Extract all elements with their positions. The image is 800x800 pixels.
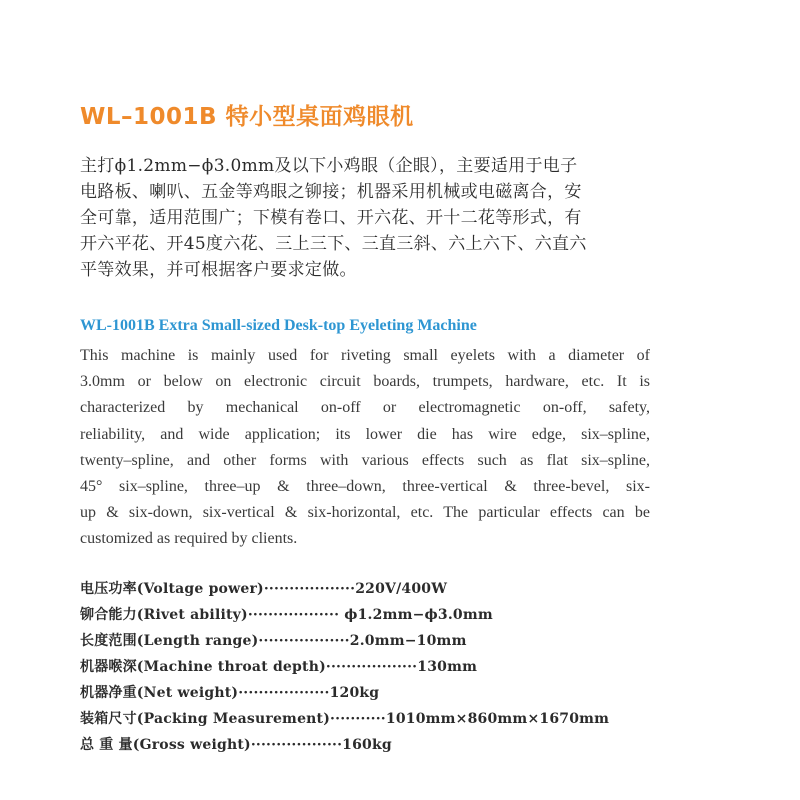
spec-label: 装箱尺寸(Packing Measurement)	[80, 711, 331, 727]
spec-row-net-weight	[80, 680, 680, 706]
spec-value: ϕ1.2mm−ϕ3.0mm	[344, 607, 493, 623]
cn-description-line: 全可靠，适用范围广；下模有卷口、开六花、开十二花等形式，有	[80, 208, 582, 228]
english-description	[80, 343, 650, 553]
cn-description-line: 开六平花、开45度六花、三上三下、三直三斜、六上六下、六直六	[80, 234, 587, 254]
en-description-line: 45° six–spline, three–up & three–down, three-vertical & three-bevel, six-	[80, 478, 650, 496]
en-description-line: twenty–spline, and other forms with various effects such as flat six–spline,	[80, 451, 650, 469]
cn-description-line: 主打ϕ1.2mm−ϕ3.0mm及以下小鸡眼（企眼），主要适用于电子	[80, 156, 578, 176]
page-title: WL–1001B 特小型桌面鸡眼机	[80, 104, 414, 130]
spec-leader-dots: ··················	[263, 581, 356, 597]
spec-row-throat-depth	[80, 654, 680, 680]
spec-label: 总 重 量(Gross weight)	[80, 737, 251, 753]
spec-leader-dots: ··················	[258, 633, 350, 649]
spec-value: 160kg	[342, 737, 392, 753]
en-description-line: This machine is mainly used for riveting small eyelets with a diameter of	[80, 347, 650, 364]
spec-row-voltage-power	[80, 576, 680, 602]
spec-row-length-range	[80, 628, 680, 654]
spec-label: 铆合能力(Rivet ability)	[80, 607, 248, 623]
spec-value: 120kg	[329, 685, 380, 701]
english-title: WL-1001B Extra Small-sized Desk-top Eyeleting Machine	[80, 317, 477, 334]
spec-value: 1010mm×860mm×1670mm	[385, 711, 610, 727]
spec-value: 2.0mm−10mm	[349, 633, 467, 649]
spec-leader-dots: ··················	[247, 607, 345, 623]
cn-description-line: 电路板、喇叭、五金等鸡眼之铆接；机器采用机械或电磁离合，安	[80, 182, 582, 202]
spec-value: 220V/400W	[355, 581, 448, 597]
chinese-description	[80, 153, 670, 283]
en-description-line: 3.0mm or below on electronic circuit boards, trumpets, hardware, etc. It is	[80, 373, 650, 391]
spec-row-rivet-ability	[80, 602, 680, 628]
en-description-line: reliability, and wide application; its lower die has wire edge, six–spline,	[80, 425, 650, 443]
en-description-line: up & six-down, six-vertical & six-horizontal, etc. The particular effects can be	[80, 504, 650, 522]
spec-label: 电压功率(Voltage power)	[80, 581, 264, 597]
en-description-line: characterized by mechanical on-off or electromagnetic on-off, safety,	[80, 399, 650, 417]
spec-leader-dots: ··················	[325, 659, 418, 675]
spec-row-gross-weight	[80, 732, 680, 758]
specifications-list	[80, 576, 680, 758]
spec-leader-dots: ··················	[250, 737, 343, 753]
cn-description-line: 平等效果，并可根据客户要求定做。	[80, 260, 357, 280]
en-description-line: customized as required by clients.	[80, 530, 298, 548]
spec-label: 长度范围(Length range)	[80, 633, 259, 649]
spec-leader-dots: ··················	[238, 685, 330, 701]
spec-label: 机器喉深(Machine throat depth)	[80, 659, 326, 675]
spec-row-packing-measurement	[80, 706, 680, 732]
spec-value: 130mm	[417, 659, 478, 675]
spec-label: 机器净重(Net weight)	[80, 685, 239, 701]
spec-leader-dots: ···········	[330, 711, 386, 727]
